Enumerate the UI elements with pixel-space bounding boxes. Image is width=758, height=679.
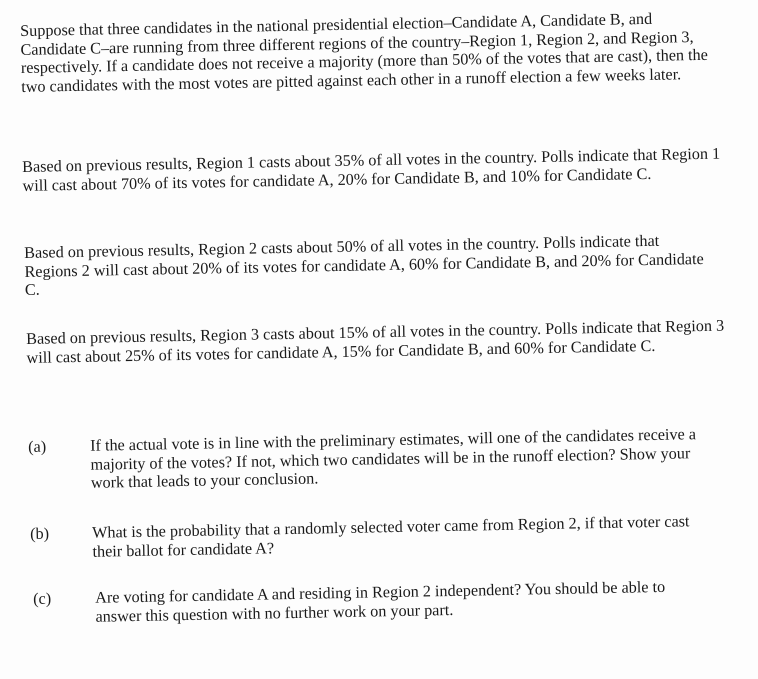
question-c-label: (c) — [33, 589, 52, 608]
region-2-paragraph: Based on previous results, Region 2 casts about 50% of all votes in the country. Polls indicate that Regions 2 will cast about 20% of its votes for candidate A, 60% for Candidate B, and 20% for Candidate C. — [24, 231, 704, 300]
question-b-label: (b) — [30, 524, 50, 543]
region-3-paragraph: Based on previous results, Region 3 casts about 15% of all votes in the country. Polls indicate that Region 3 will cast about 25% of its votes for candidate A, 15% for Candidate B, and 60% for Candidate C. — [26, 316, 725, 367]
question-b-text: What is the probability that a randomly selected voter came from Region 2, if that voter cast their ballot for candidate A? — [91, 512, 690, 561]
intro-paragraph: Suppose that three candidates in the national presidential election–Candidate A, Candidate B, and Candidate C–are running from three different regions of the country–Region 1, Region 2, and Region 3, respectively. If a candidate does not receive a majority (more than 50% of the votes that are cast), then the two candidates with the most votes are pitted against each other in a runoff election a few weeks later. — [20, 9, 709, 96]
question-a-label: (a) — [28, 437, 47, 456]
question-a-text: If the actual vote is in line with the preliminary estimates, will one of the candidates receive a majority of the votes? If not, which two candidates will be in the runoff election? Show your work that leads to your conclusion. — [89, 425, 697, 492]
region-1-paragraph: Based on previous results, Region 1 casts about 35% of all votes in the country. Polls indicate that Region 1 will cast about 70% of its votes for candidate A, 20% for Candidate B, and 10% for Candidate C. — [22, 144, 721, 195]
question-c-text: Are voting for candidate A and residing in Region 2 independent? You should be able to answer this question with no further work on your part. — [94, 577, 666, 626]
